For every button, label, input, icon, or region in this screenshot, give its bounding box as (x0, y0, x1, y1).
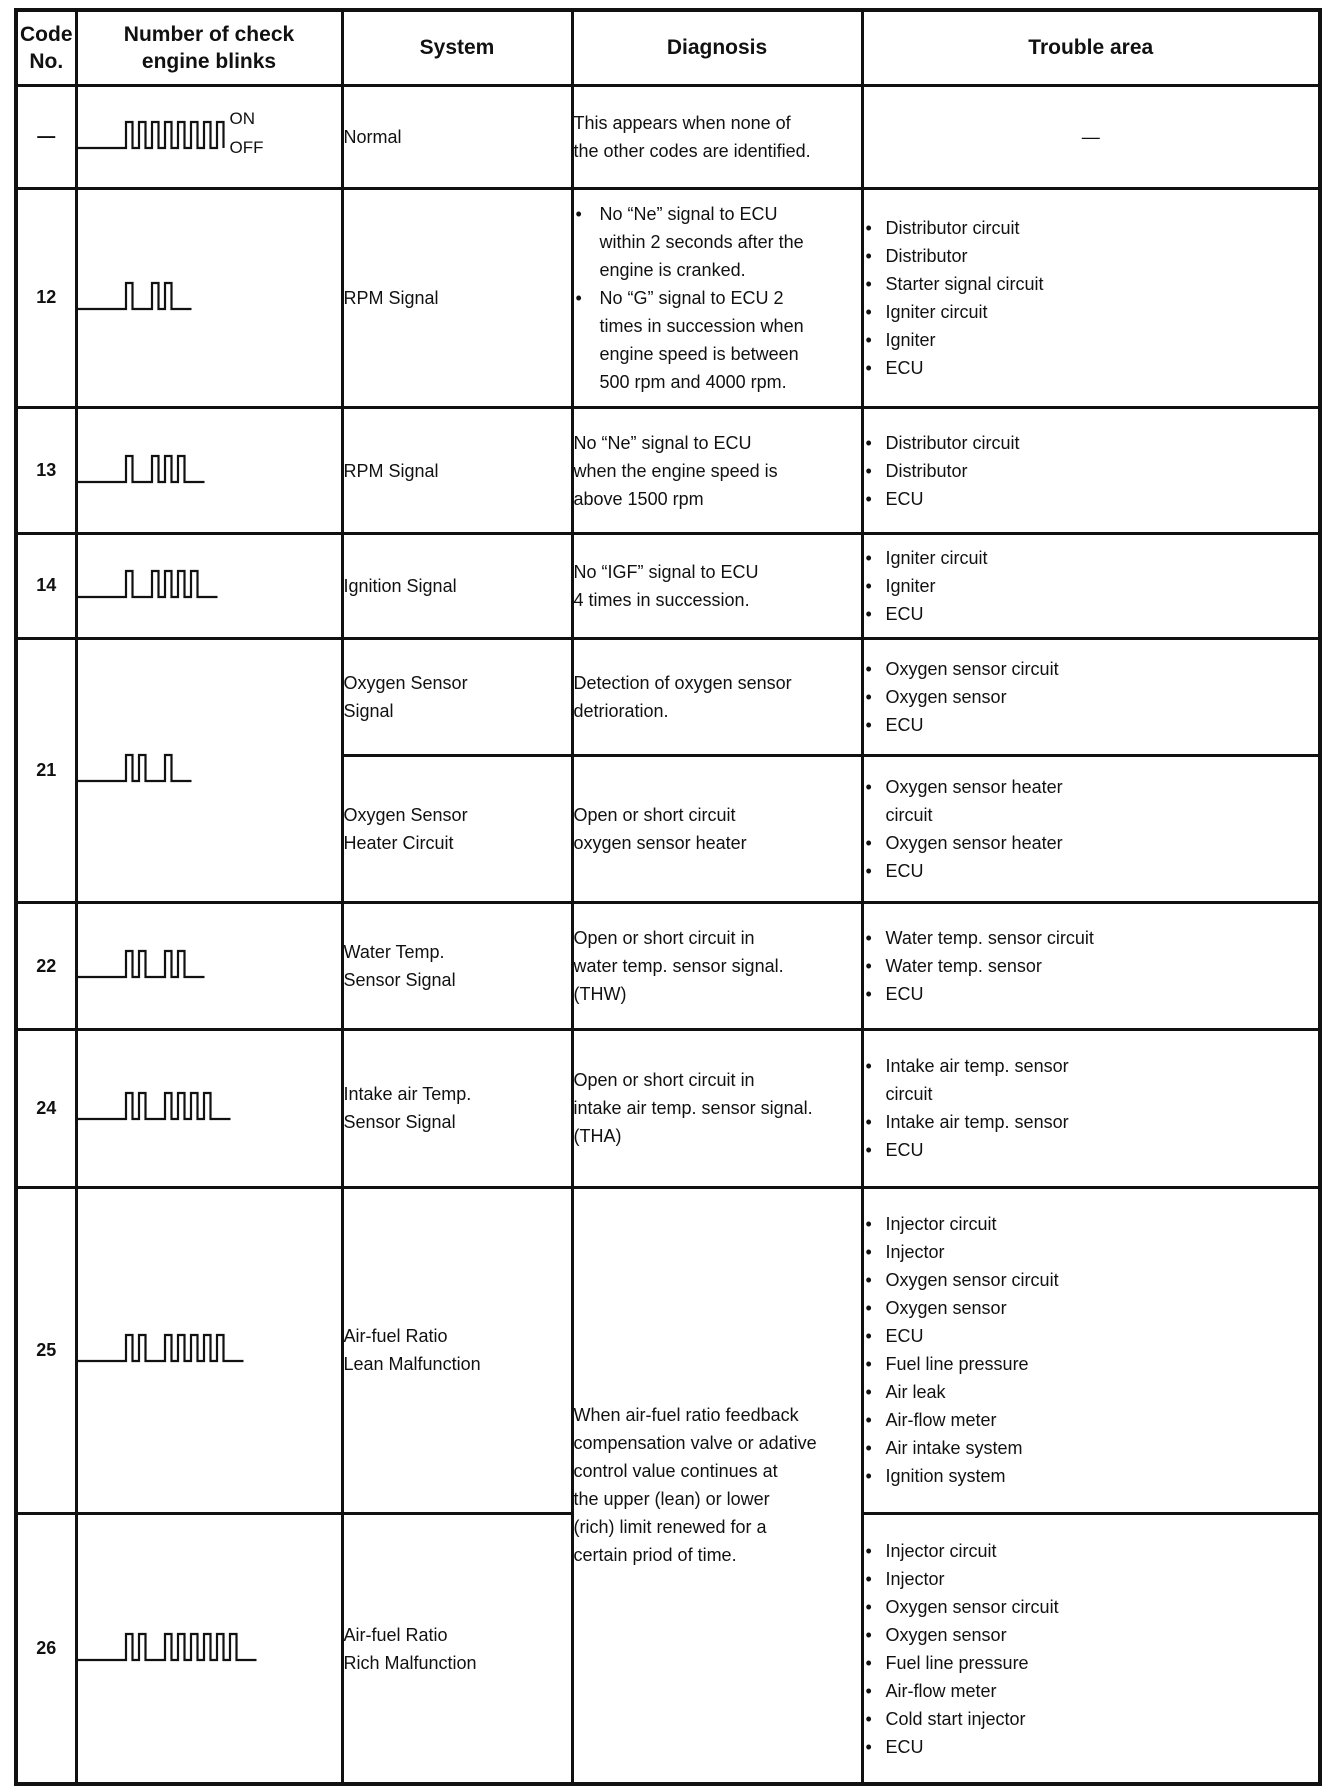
diagnosis-line: oxygen sensor heater (573, 832, 747, 853)
blink-cell (76, 85, 342, 188)
trouble-list (864, 1537, 1319, 1761)
diagnosis-line: • No “G” signal to ECU 2 (599, 287, 784, 308)
diagnosis-line: when the engine speed is (573, 460, 778, 481)
on-label: ON (229, 108, 255, 128)
diagnosis-line: within 2 seconds after the (599, 231, 804, 252)
trouble-line: circuit (885, 804, 933, 825)
system-cell (342, 408, 572, 534)
system-cell (342, 1514, 572, 1784)
blink-cell (76, 1187, 342, 1514)
system-line: Sensor Signal (343, 1112, 456, 1133)
code-cell: 24 (16, 1030, 76, 1187)
trouble-item: • Fuel line pressure (864, 1350, 1319, 1378)
diagnosis-item (574, 284, 861, 396)
code-cell: 26 (16, 1514, 76, 1784)
trouble-cell (862, 638, 1320, 755)
diagnosis-line: control value continues at (573, 1461, 778, 1482)
trouble-item: • ECU (864, 980, 1319, 1008)
diagnosis-line: (THW) (573, 984, 627, 1005)
diagnosis-cell (572, 85, 862, 188)
blink-cell (76, 638, 342, 902)
diagnosis-cell (572, 188, 862, 408)
blink-pulse-train (78, 122, 224, 148)
trouble-item: • Air-flow meter (864, 1406, 1319, 1434)
trouble-item: • Air intake system (864, 1434, 1319, 1462)
trouble-item: • ECU (864, 857, 1319, 885)
diagnosis-line: times in succession when (599, 315, 804, 336)
trouble-item: • Oxygen sensor (864, 683, 1319, 711)
blink-waveform (78, 1083, 318, 1133)
blink-waveform (78, 1624, 318, 1674)
trouble-list (864, 1052, 1319, 1164)
trouble-item: • Starter signal circuit (864, 270, 1319, 298)
diagnosis-line: (THA) (573, 1126, 622, 1147)
diagnosis-line: engine is cranked. (599, 259, 746, 280)
blink-cell (76, 1030, 342, 1187)
trouble-cell: — (862, 85, 1320, 188)
trouble-item: • Water temp. sensor circuit (864, 924, 1319, 952)
code-cell: 12 (16, 188, 76, 408)
code-cell: 21 (16, 638, 76, 902)
diagnostic-code-table (14, 8, 1322, 1786)
trouble-list (864, 924, 1319, 1008)
code-cell: — (16, 85, 76, 188)
table-row (16, 534, 1320, 639)
header-row (16, 10, 1320, 85)
blink-pulse-train (78, 1093, 231, 1119)
diagnosis-line: water temp. sensor signal. (573, 956, 784, 977)
trouble-list (864, 544, 1319, 628)
diagnosis-line: Open or short circuit in (573, 928, 755, 949)
blink-pulse-train (78, 1634, 257, 1660)
diagnosis-cell (572, 902, 862, 1030)
trouble-item: • Injector circuit (864, 1210, 1319, 1238)
blink-pulse-train (78, 755, 192, 781)
blink-cell (76, 188, 342, 408)
trouble-item: • ECU (864, 354, 1319, 382)
trouble-item: • Injector (864, 1565, 1319, 1593)
trouble-item: • Igniter circuit (864, 298, 1319, 326)
diagnosis-line: 4 times in succession. (573, 589, 750, 610)
diagnosis-line: • No “Ne” signal to ECU (599, 203, 778, 224)
trouble-item: • Oxygen sensor (864, 1294, 1319, 1322)
header-blinks-line2: engine blinks (141, 49, 277, 73)
trouble-item: • Injector circuit (864, 1537, 1319, 1565)
diagnosis-line: compensation valve or adative (573, 1433, 817, 1454)
trouble-list (864, 214, 1319, 382)
system-line: Heater Circuit (343, 832, 454, 853)
diagnosis-cell (572, 534, 862, 639)
system-line: Rich Malfunction (343, 1652, 477, 1673)
diagnosis-line: No “Ne” signal to ECU (573, 432, 752, 453)
system-line: Signal (343, 700, 394, 721)
blink-waveform (78, 1325, 318, 1375)
header-code (16, 10, 76, 85)
trouble-item: • Cold start injector (864, 1705, 1319, 1733)
table-row (16, 638, 1320, 755)
diagnosis-line: This appears when none of (573, 112, 791, 133)
table-row (16, 1030, 1320, 1187)
system-cell (342, 534, 572, 639)
table-row (16, 85, 1320, 188)
system-line: Lean Malfunction (343, 1354, 481, 1375)
system-line: Air-fuel Ratio (343, 1326, 448, 1347)
diagnosis-line: (rich) limit renewed for a (573, 1517, 767, 1538)
diagnosis-line: certain priod of time. (573, 1545, 737, 1566)
trouble-cell (862, 1514, 1320, 1784)
trouble-item: • Distributor circuit (864, 214, 1319, 242)
system-line: RPM Signal (343, 287, 439, 308)
code-cell: 25 (16, 1187, 76, 1514)
trouble-item (864, 1052, 1319, 1108)
trouble-cell (862, 188, 1320, 408)
code-cell: 22 (16, 902, 76, 1030)
trouble-item: • ECU (864, 1136, 1319, 1164)
system-cell (342, 1030, 572, 1187)
system-line: Normal (343, 126, 402, 147)
trouble-item: • ECU (864, 711, 1319, 739)
blink-pulse-train (78, 283, 192, 309)
system-line: Intake air Temp. (343, 1084, 472, 1105)
trouble-item: • Ignition system (864, 1462, 1319, 1490)
system-line: Oxygen Sensor (343, 672, 468, 693)
trouble-item: • ECU (864, 600, 1319, 628)
blink-pulse-train (78, 951, 205, 977)
header-diagnosis: Diagnosis (572, 10, 862, 85)
trouble-list (864, 655, 1319, 739)
trouble-item: • Air leak (864, 1378, 1319, 1406)
trouble-item: • ECU (864, 1322, 1319, 1350)
blink-waveform (78, 561, 318, 611)
trouble-line: • Oxygen sensor heater (885, 776, 1063, 797)
diagnosis-line: No “IGF” signal to ECU (573, 561, 759, 582)
trouble-item: • Water temp. sensor (864, 952, 1319, 980)
table-row (16, 408, 1320, 534)
diagnosis-item (574, 200, 861, 284)
trouble-item: • Oxygen sensor (864, 1621, 1319, 1649)
diagnosis-line: Detection of oxygen sensor (573, 672, 792, 693)
trouble-list (864, 1210, 1319, 1490)
table-row (16, 1187, 1320, 1514)
diagnosis-line: 500 rpm and 4000 rpm. (599, 371, 787, 392)
diagnosis-line: detrioration. (573, 700, 669, 721)
trouble-item: • Distributor circuit (864, 429, 1319, 457)
code-cell: 13 (16, 408, 76, 534)
diagnosis-line: the other codes are identified. (573, 140, 811, 161)
trouble-item: • ECU (864, 1733, 1319, 1761)
header-blinks-line1: Number of check (123, 22, 295, 46)
header-code-line1: Code (20, 22, 73, 46)
trouble-line: circuit (885, 1084, 933, 1105)
system-line: Sensor Signal (343, 970, 456, 991)
trouble-item: • Igniter (864, 326, 1319, 354)
trouble-item: • Injector (864, 1238, 1319, 1266)
blink-waveform (78, 446, 318, 496)
trouble-list (864, 773, 1319, 885)
trouble-item: • Distributor (864, 242, 1319, 270)
off-label: OFF (229, 137, 263, 157)
table-row (16, 902, 1320, 1030)
blink-pulse-train (78, 1335, 244, 1361)
trouble-item: • Oxygen sensor heater (864, 829, 1319, 857)
trouble-item: • Igniter circuit (864, 544, 1319, 572)
system-cell (342, 638, 572, 755)
trouble-cell (862, 1187, 1320, 1514)
blink-pulse-train (78, 571, 218, 597)
diagnosis-line: Open or short circuit (573, 804, 736, 825)
diagnosis-line: engine speed is between (599, 343, 799, 364)
trouble-cell (862, 408, 1320, 534)
trouble-cell (862, 756, 1320, 903)
blink-pulse-train (78, 456, 205, 482)
trouble-item: • Oxygen sensor circuit (864, 1266, 1319, 1294)
diagnosis-line: When air-fuel ratio feedback (573, 1405, 799, 1426)
diagnosis-cell (572, 756, 862, 903)
diagnosis-line: above 1500 rpm (573, 488, 704, 509)
trouble-item (864, 773, 1319, 829)
system-line: Oxygen Sensor (343, 804, 468, 825)
system-line: Water Temp. (343, 942, 445, 963)
trouble-item: • Igniter (864, 572, 1319, 600)
system-cell (342, 85, 572, 188)
system-cell (342, 1187, 572, 1514)
trouble-line: • Intake air temp. sensor (885, 1056, 1069, 1077)
trouble-item: • Intake air temp. sensor (864, 1108, 1319, 1136)
trouble-item: • Oxygen sensor circuit (864, 655, 1319, 683)
trouble-list (864, 429, 1319, 513)
diagnosis-line: Open or short circuit in (573, 1070, 755, 1091)
trouble-item: • Air-flow meter (864, 1677, 1319, 1705)
system-cell (342, 902, 572, 1030)
blink-waveform (78, 745, 318, 795)
diagnosis-cell-shared (572, 1187, 862, 1784)
trouble-item: • Fuel line pressure (864, 1649, 1319, 1677)
diagnosis-line: the upper (lean) or lower (573, 1489, 770, 1510)
trouble-item: • ECU (864, 485, 1319, 513)
trouble-cell (862, 1030, 1320, 1187)
blink-cell (76, 1514, 342, 1784)
trouble-item: • Oxygen sensor circuit (864, 1593, 1319, 1621)
system-cell (342, 756, 572, 903)
blink-cell (76, 902, 342, 1030)
system-line: Ignition Signal (343, 575, 457, 596)
trouble-cell (862, 534, 1320, 639)
trouble-cell (862, 902, 1320, 1030)
trouble-item: • Distributor (864, 457, 1319, 485)
code-cell: 14 (16, 534, 76, 639)
blink-waveform (78, 108, 318, 162)
table-row (16, 188, 1320, 408)
diagnosis-cell (572, 1030, 862, 1187)
blink-waveform (78, 941, 318, 991)
system-line: Air-fuel Ratio (343, 1624, 448, 1645)
blink-cell (76, 408, 342, 534)
diagnosis-cell (572, 638, 862, 755)
header-code-line2: No. (29, 49, 64, 73)
header-blinks (76, 10, 342, 85)
system-line: RPM Signal (343, 460, 439, 481)
blink-waveform (78, 273, 318, 323)
diagnosis-line: intake air temp. sensor signal. (573, 1098, 813, 1119)
diagnosis-cell (572, 408, 862, 534)
header-trouble: Trouble area (862, 10, 1320, 85)
system-cell (342, 188, 572, 408)
blink-cell (76, 534, 342, 639)
header-system: System (342, 10, 572, 85)
diagnosis-list (574, 200, 861, 396)
